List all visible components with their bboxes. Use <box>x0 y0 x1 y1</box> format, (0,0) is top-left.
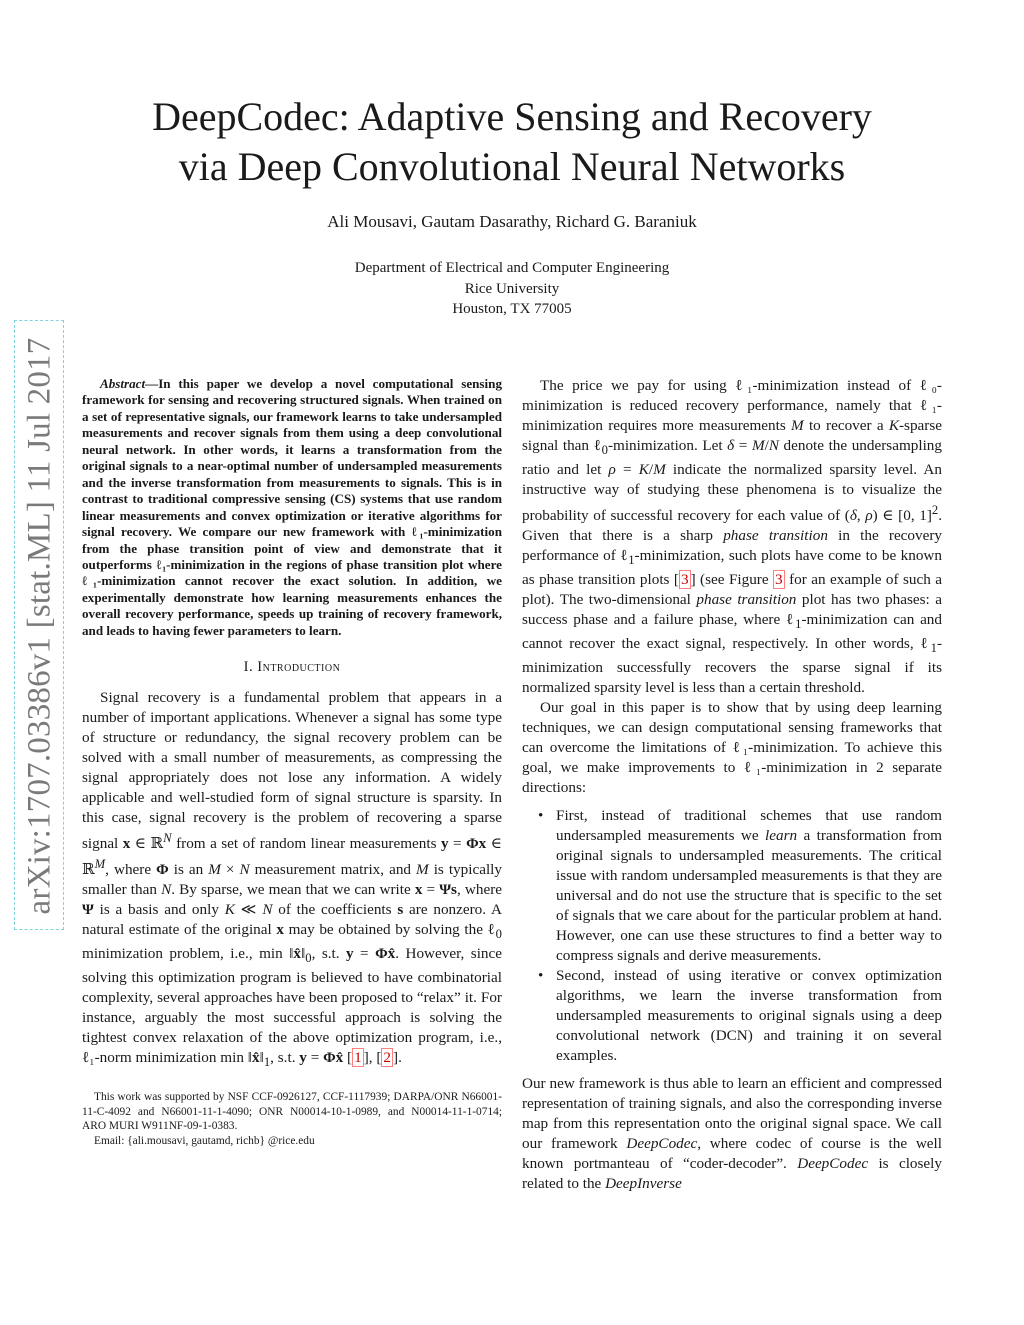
figure-link[interactable]: 3 <box>775 571 783 589</box>
arxiv-id: arXiv:1707.03386v1 [stat.ML] 11 Jul 2017 <box>21 337 58 915</box>
list-item <box>522 966 942 1066</box>
title-line-1: DeepCodec: Adaptive Sensing and Recovery <box>152 94 872 139</box>
bullet-icon: • <box>538 967 544 985</box>
left-column <box>82 376 502 1148</box>
contribution-list <box>522 806 942 1066</box>
deepinverse-term: DeepInverse <box>605 1175 682 1193</box>
intro-paragraph: Signal recovery is a fundamental problem that appears in a number of important applications. Whenever a signal has some type of structure or redundancy, the signal recovery problem can be solved with a small number of measurements, as compressing the signal appropriately does not lose any information. A widely applicable and well-studied form of signal structure is sparsity. In this case, signal recovery is the problem of recovering a sparse signal x ∈ ℝ$^N$ from a set of random linear measurements y = Φx ∈ ℝ$^M$, where Φ is an M × N measurement matrix, and M is typically smaller than N. By sparse, we mean that we can write x = Ψs, where Ψ is a basis and only K ≪ N of the coefficients s are nonzero. A natural estimate of the original x may be obtained by solving the ℓ$_0$ minimization problem, i.e., $\min ‖x̂‖_0$, s.t. y = Φx̂. However, since solving this optimization program is believed to have combinatorial complexity, several approaches have been proposed to “relax” it. For instance, arguably the most successful approach is solving the tightest convex relaxation of the above optimization program, i.e., ℓ₁-norm minimization $\min ‖x̂‖_1$, s.t. y = Φx̂ [ 1 ], [ 2 ]. <box>82 689 502 1070</box>
phase-transition-term: phase transition <box>696 591 797 609</box>
deepcodec-term: DeepCodec <box>797 1155 869 1173</box>
paper-title <box>0 92 1024 192</box>
tradeoff-paragraph: The price we pay for using ℓ₁-minimization instead of ℓ₀-minimization is reduced recovery performance, namely that ℓ₁-minimization requires more measurements M to recover a K-sparse signal than ℓ$_0$-minimization. Let δ = M/N denote the undersampling ratio and let ρ = K/M indicate the normalized sparsity level. An instructive way of studying these phenomena is to visualize the probability of successful recovery for each value of (δ, ρ) ∈ [0, 1]$^2$. Given that there is a sharp phase transition in the recovery performance of ℓ$_1$-minimization, such plots have come to be known as phase transition plots [ 3 ] (see Figure 3 for an example of such a plot). The two-dimensional phase transition plot has two phases: a success phase and a failure phase, where ℓ$_1$-minimization can and cannot recover the exact signal, respectively. In other words, ℓ$_1$-minimization successfully recovers the sparse signal if its normalized sparsity level is less than a certain threshold. <box>522 377 943 697</box>
bullet1-text-a: First, instead of traditional schemes that use random undersampled measurements we <box>556 807 942 845</box>
affiliation <box>0 258 1024 320</box>
abstract-label: Abstract— <box>100 376 159 391</box>
framework-text-c: is closely related to the <box>522 1155 942 1193</box>
learn-term: learn <box>765 827 798 845</box>
phase-transition-term: phase transition <box>723 527 828 545</box>
arxiv-stamp[interactable] <box>14 320 64 930</box>
city: Houston, TX 77005 <box>452 301 572 317</box>
citation-link[interactable]: 2 <box>383 1049 392 1067</box>
framework-text-b: , where codec of course is the well known portmanteau of “coder-decoder”. <box>522 1135 942 1173</box>
abstract-text: In this paper we develop a novel computational sensing framework for sensing and recovering structured signals. When trained on a set of representative signals, our framework learns to take undersampled measurements and recover signals from them using a deep convolutional neural network. In other words, it learns a transformation from the original signals to a near-optimal number of undersampled measurements and the inverse transformation from measurements to signals. This is in contrast to traditional compressive sensing (CS) systems that use random linear measurements and convex optimization or iterative algorithms for signal recovery. We compare our new framework with ℓ₁-minimization from the phase transition point of view and demonstrate that it outperforms ℓ₁-minimization in the regions of phase transition plot where ℓ₁-minimization cannot recover the exact solution. In addition, we experimentally demonstrate how learning measurements enhances the overall recovery performance, speeds up training of recovery framework, and leads to having fewer parameters to learn. <box>82 376 502 638</box>
section-title: Introduction <box>257 659 341 676</box>
author-list: Ali Mousavi, Gautam Dasarathy, Richard G. Baraniuk <box>327 212 697 231</box>
intro-text-a: Signal recovery is a fundamental problem that appears in a number of important applications. Whenever a signal has some type of structure or redundancy, the signal recovery problem can be solved with a small number of measurements, as compressing the signal appropriately does not lose any information. A widely applicable and well-studied form of signal structure is sparsity. In this case, signal recovery is the problem of recovering a sparse signal <box>82 689 502 853</box>
section-number: I. <box>243 659 254 676</box>
title-line-2: via Deep Convolutional Neural Networks <box>178 144 846 189</box>
intro-text-b: However, since solving this optimization program is believed to have combinatorial complexity, several approaches have been proposed to “relax” it. For instance, arguably the most successful approach is solving the tightest convex relaxation of the above optimization program, i.e., ℓ₁-norm minimization <box>82 945 502 1067</box>
right-column <box>522 376 942 1194</box>
goal-paragraph: Our goal in this paper is to show that by using deep learning techniques, we can design computational sensing frameworks that can overcome the limitations of ℓ₁-minimization. To achieve this goal, we make improvements to ℓ₁-minimization in 2 separate directions: <box>522 699 942 797</box>
funding-footnote: This work was supported by NSF CCF-0926127, CCF-1117939; DARPA/ONR N66001-11-C-4092 and N66001-11-1-4090; ONR N00014-10-1-0989, and N00014-11-1-0714; ARO MURI W911NF-09-1-0383. <box>82 1091 502 1133</box>
department: Department of Electrical and Computer Engineering <box>354 260 670 276</box>
citation-link[interactable]: 3 <box>680 571 689 589</box>
university: Rice University <box>464 280 560 297</box>
right-text-a: The price we pay for using ℓ₁-minimization instead of ℓ₀-minimization is reduced recovery performance, namely that ℓ₁-minimization requires more measurements <box>522 377 942 434</box>
email-footnote: Email: {ali.mousavi, gautamd, richb} @rice.edu <box>94 1134 315 1147</box>
framework-text-a: Our new framework is thus able to learn an efficient and compressed representation of training signals, and also the corresponding inverse map from this representation onto the original signal space. We call our framework <box>522 1075 942 1153</box>
footnotes <box>82 1090 502 1148</box>
deepcodec-term: DeepCodec <box>626 1135 698 1153</box>
framework-paragraph <box>522 1074 942 1194</box>
abstract <box>82 376 502 639</box>
bullet-icon: • <box>538 807 544 825</box>
list-item <box>522 806 942 966</box>
bullet1-text-b: a transformation from original signals to undersampled measurements. The critical issue with random undersampled measurements is that they are universal and do not use the structure that is specific to the set of signals that we care about for the particular problem at hand. However, one can use these structures to find a better way to compress signals and derive measurements. <box>556 827 942 965</box>
bullet2-text: Second, instead of using iterative or convex optimization algorithms, we learn the inverse transformation from undersampled measurements to original signals using a deep convolutional network (DCN) and training it on several examples. <box>556 967 942 1065</box>
section-heading-introduction <box>82 659 502 676</box>
citation-link[interactable]: 1 <box>354 1049 362 1067</box>
